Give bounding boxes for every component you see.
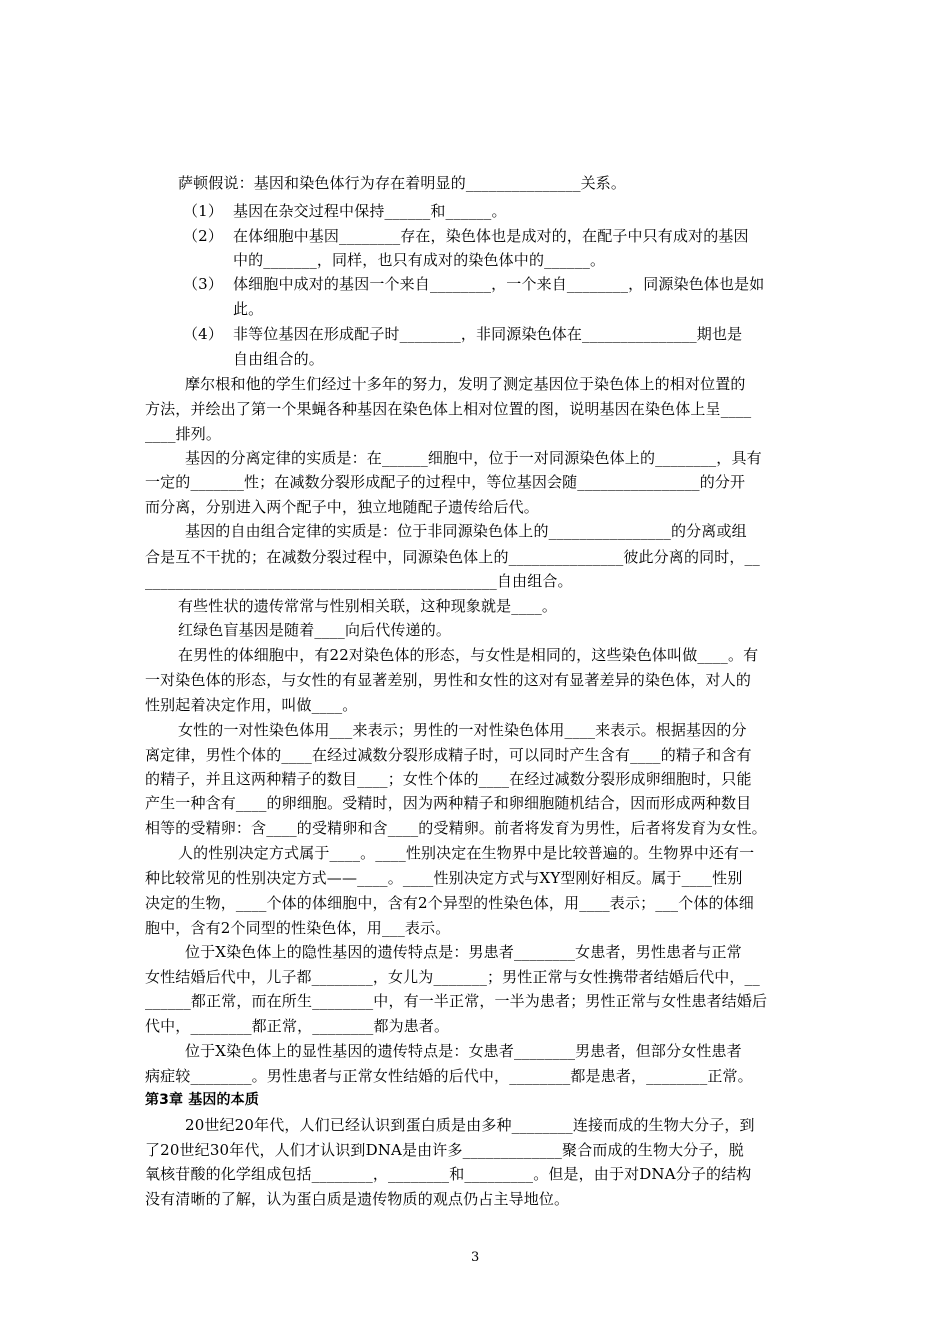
page-number: 3	[471, 1250, 480, 1265]
text-line: 基因在杂交过程中保持______和______。	[233, 202, 507, 220]
text-line: 没有清晰的了解，认为蛋白质是遗传物质的观点仍占主导地位。	[145, 1190, 570, 1208]
text-line: 种比较常见的性别决定方式——____。____性别决定方式与XY型刚好相反。属于____性别	[145, 869, 743, 887]
text-line: 胞中，含有2个同型的性染色体，用___表示。	[145, 919, 451, 937]
text-line: 红绿色盲基因是随着____向后代传递的。	[178, 621, 452, 639]
text-line: 位于X染色体上的隐性基因的遗传特点是：男患者________女患者，男性患者与正常	[185, 943, 742, 961]
text-line: 一定的_______性；在减数分裂形成配子的过程中，等位基因会随________________的分开	[145, 473, 746, 491]
text-line: 相等的受精卵：含____的受精卵和含____的受精卵。前者将发育为男性，后者将发育为女性。	[145, 819, 767, 837]
text-line: 产生一种含有____的卵细胞。受精时，因为两种精子和卵细胞随机结合，因而形成两种数目	[145, 794, 752, 812]
text-line: 病症较________。男性患者与正常女性结婚的后代中，________都是患者，________正常。	[145, 1067, 753, 1085]
text-line: 离定律，男性个体的____在经过减数分裂形成精子时，可以同时产生含有____的精子和含有	[145, 746, 752, 764]
text-line: ______都正常，而在所生________中，有一半正常，一半为患者；男性正常与女性患者结婚后	[145, 992, 768, 1010]
text-line: 在体细胞中基因________存在，染色体也是成对的，在配子中只有成对的基因	[233, 227, 749, 245]
chapter-heading: 第3章 基因的本质	[145, 1092, 259, 1108]
text-line: ______________________________________________自由组合。	[145, 572, 573, 590]
list-marker: （4）	[183, 325, 223, 343]
list-marker: （1）	[183, 202, 223, 220]
text-line: 女性的一对性染色体用___来表示；男性的一对性染色体用____来表示。根据基因的分	[178, 721, 747, 739]
text-line: 方法，并绘出了第一个果蝇各种基因在染色体上相对位置的图，说明基因在染色体上呈____	[145, 400, 752, 418]
text-line: 萨顿假说：基因和染色体行为存在着明显的_______________关系。	[178, 174, 627, 192]
text-line: 决定的生物，____个体的体细胞中，含有2个异型的性染色体，用____表示；___个体的体细	[145, 894, 754, 912]
list-marker: （3）	[183, 275, 223, 293]
text-line: 基因的分离定律的实质是：在______细胞中，位于一对同源染色体上的________，具有	[185, 449, 762, 467]
text-line: 在男性的体细胞中，有22对染色体的形态，与女性是相同的，这些染色体叫做____。有	[178, 646, 759, 664]
text-line: 人的性别决定方式属于____。____性别决定在生物界中是比较普遍的。生物界中还有一	[178, 844, 755, 862]
text-line: ____排列。	[145, 425, 222, 443]
text-line: 了20世纪30年代，人们才认识到DNA是由许多_____________聚合而成的生物大分子，脱	[145, 1141, 744, 1159]
text-line: 摩尔根和他的学生们经过十多年的努力，发明了测定基因位于染色体上的相对位置的	[185, 375, 746, 393]
text-line: 基因的自由组合定律的实质是：位于非同源染色体上的________________的分离或组	[185, 522, 747, 540]
text-line: 20世纪20年代，人们已经认识到蛋白质是由多种________连接而成的生物大分子，到	[185, 1116, 755, 1134]
text-line: 非等位基因在形成配子时________，非同源染色体在_______________期也是	[233, 325, 743, 343]
text-line: 氧核苷酸的化学组成包括________，________和_________。但是，由于对DNA分子的结构	[145, 1165, 752, 1183]
text-line: 的精子，并且这两种精子的数目____；女性个体的____在经过减数分裂形成卵细胞时，只能	[145, 770, 752, 788]
text-line: 性别起着决定作用，叫做____。	[145, 696, 358, 714]
text-line: 而分离，分别进入两个配子中，独立地随配子遗传给后代。	[145, 498, 539, 516]
text-line: 位于X染色体上的显性基因的遗传特点是：女患者________男患者，但部分女性患者	[185, 1042, 742, 1060]
text-line: 此。	[233, 300, 264, 318]
text-line: 女性结婚后代中，儿子都________，女儿为_______；男性正常与女性携带者结婚后代中，__	[145, 968, 760, 986]
text-line: 合是互不干扰的；在减数分裂过程中，同源染色体上的_______________彼此分离的同时，__	[145, 548, 760, 566]
text-line: 体细胞中成对的基因一个来自________，一个来自________，同源染色体也是如	[233, 275, 765, 293]
text-line: 有些性状的遗传常常与性别相关联，这种现象就是____。	[178, 597, 558, 615]
list-marker: （2）	[183, 227, 223, 245]
text-line: 中的_______，同样，也只有成对的染色体中的______。	[233, 251, 606, 269]
text-line: 代中，________都正常，________都为患者。	[145, 1017, 450, 1035]
text-line: 一对染色体的形态，与女性的有显著差别，男性和女性的这对有显著差异的染色体，对人的	[145, 671, 752, 689]
text-line: 自由组合的。	[233, 350, 324, 368]
